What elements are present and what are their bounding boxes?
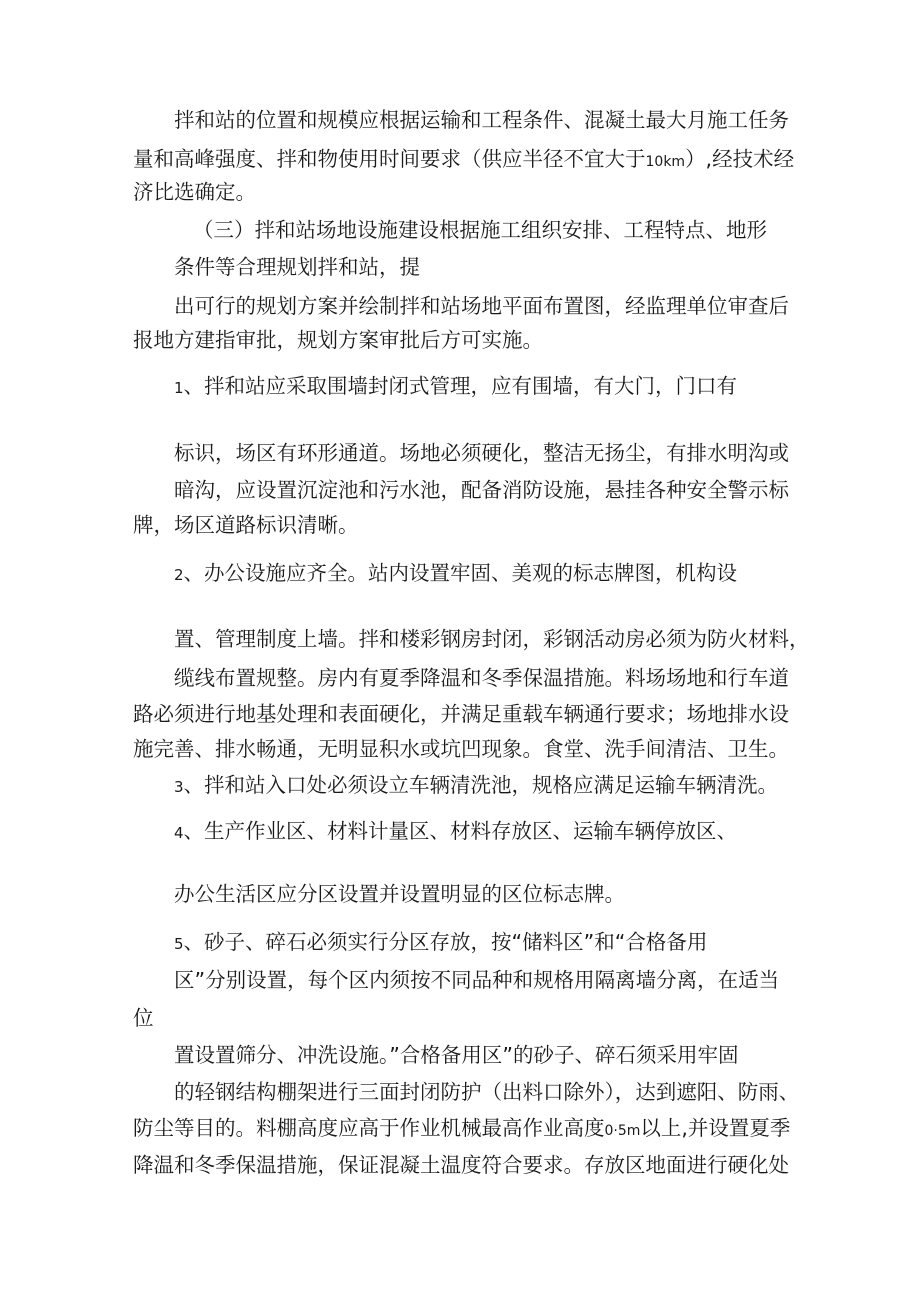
paragraph-line: 的轻钢结构棚架进行三面封闭防护（出料口除外），达到遮阳、防雨、 [174, 1080, 800, 1104]
paragraph-line: 牌，场区道路标识清晰。 [133, 513, 359, 537]
section-heading: （三）拌和站场地设施建设根据施工组织安排、工程特点、地形 [193, 218, 767, 242]
paragraph-line: 置、管理制度上墙。拌和楼彩钢房封闭，彩钢活动房必须为防火材料， [174, 627, 810, 651]
paragraph-line: 济比选确定。 [133, 180, 256, 204]
paragraph-line: 标识，场区有环形通道。场地必须硬化，整洁无扬尘，有排水明沟或 [174, 441, 789, 465]
paragraph-line: 拌和站的位置和规模应根据运输和工程条件、混凝土最大月施工任务 [174, 108, 789, 132]
paragraph-line: 位 [133, 1006, 154, 1030]
paragraph-line: 量和高峰强度、拌和物使用时间要求（供应半径不宜大于10km）,经技术经 [133, 147, 795, 171]
paragraph-line: 区”分别设置，每个区内须按不同品种和规格用隔离墙分离，在适当 [174, 968, 780, 992]
paragraph-line: 降温和冬季保温措施，保证混凝土温度符合要求。存放区地面进行硬化处 [133, 1153, 789, 1177]
paragraph-line: 办公生活区应分区设置并设置明显的区位标志牌。 [174, 882, 625, 906]
paragraph-line: 置设置筛分、冲洗设施。”合格备用区”的砂子、碎石须采用牢固 [174, 1043, 739, 1067]
list-item-3: 3、拌和站入口处必须设立车辆清洗池，规格应满足运输车辆清洗。 [174, 773, 779, 797]
paragraph-line: 缆线布置规整。房内有夏季降温和冬季保温措施。料场场地和行车道 [174, 666, 789, 690]
paragraph-line: 路必须进行地基处理和表面硬化，并满足重载车辆通行要求；场地排水设 [133, 702, 789, 726]
paragraph-line: 出可行的规划方案并绘制拌和站场地平面布置图，经监理单位审查后 [174, 294, 789, 318]
paragraph-line: 条件等合理规划拌和站，提 [174, 255, 420, 279]
paragraph-line: 施完善、排水畅通，无明显积水或坑凹现象。食堂、洗手间清洁、卫生。 [133, 737, 789, 761]
paragraph-line: 报地方建指审批，规划方案审批后方可实施。 [133, 328, 543, 352]
list-item-4: 4、生产作业区、材料计量区、材料存放区、运输车辆停放区、 [174, 819, 738, 843]
paragraph-line: 暗沟，应设置沉淀池和污水池，配备消防设施，悬挂各种安全警示标 [174, 478, 789, 502]
list-item-1: 1、拌和站应采取围墙封闭式管理，应有围墙，有大门，门口有 [174, 374, 738, 398]
list-item-5: 5、砂子、碎石必须实行分区存放，按“储料区”和“合格备用 [174, 930, 708, 954]
paragraph-line: 防尘等目的。料棚高度应高于作业机械最高作业高度0·5m以上,并设置夏季 [133, 1116, 791, 1140]
list-item-2: 2、办公设施应齐全。站内设置牢固、美观的标志牌图，机构设 [174, 561, 738, 585]
